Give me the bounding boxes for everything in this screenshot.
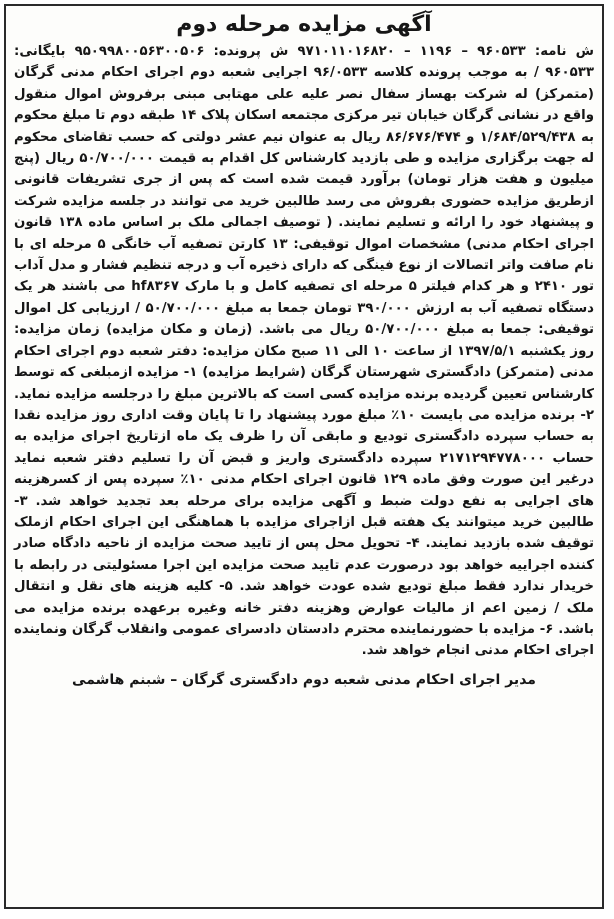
notice-body [6, 41, 602, 662]
notice-signature: مدیر اجرای احکام مدنی شعبه دوم دادگستری گرگان – شبنم هاشمی [72, 671, 536, 688]
notice-title: آگهی مزایده مرحله دوم [176, 12, 432, 37]
auction-notice [4, 4, 604, 909]
notice-paragraph: ش نامه: ۹۶۰۵۳۳ – ۱۱۹۶ – ۹۷۱۰۱۱۰۱۶۸۲۰ ش پرونده: ۹۵۰۹۹۸۰۰۵۶۳۰۰۵۰۶ بایگانی: ۹۶۰۵۳۳ / به موجب پرونده کلاسه ۹۶/۰۵۳۳ اجرایی شعبه دوم اجرای احکام مدنی گرگان (متمرکز) له شرکت بهساز سفال نصر علیه علی مهتابی مبنی برفروش اموال منقول واقع در نشانی گرگان خیابان تیر مرکزی مجتمعه اسکان پلاک ۱۴ طبقه دوم تا مبلغ محکوم به ۱/۶۸۴/۵۲۹/۴۳۸ و ۸۶/۶۷۶/۴۷۴ ریال به عنوان نیم عشر دولتی که حسب تقاضای محکوم له جهت برگزاری مزایده و طی بازدید کارشناس کل اقدام به قیمت ۵۰/۷۰۰/۰۰۰ ریال (پنج میلیون و هفت هزار تومان) برآورد قیمت شده است که پس از جری تشریفات قانونی ازطریق مزایده حضوری بفروش می رسد طالبین خرید می توانند در جلسه مزایده شرکت و پیشنهاد خود را ارائه و تسلیم نمایند. ( توصیف اجمالی ملک بر اساس ماده ۱۳۸ قانون اجرای احکام مدنی) مشخصات اموال توقیفی: ۱۳ کارتن تصفیه آب خانگی ۵ مرحله ای با نام صافت واتر اتصالات از نوع فینگی که دارای ذخیره آب و درجه تنظیم فشار و مدل آداب تور ۲۴۱۰ و هر کدام فیلتر ۵ مرحله ای تصفیه کامل و با مارک hf۸۳۶۷ می باشند هر یک دستگاه تصفیه آب به ارزش ۳۹۰/۰۰۰ تومان جمعا به مبلغ ۵۰/۷۰۰/۰۰۰ / ارزیابی کل اموال توقیفی: جمعا به مبلغ ۵۰/۷۰۰/۰۰۰ ریال می باشد. (زمان و مکان مزایده) زمان مزایده: روز یکشنبه ۱۳۹۷/۵/۱ از ساعت ۱۰ الی ۱۱ صبح مکان مزایده: دفتر شعبه دوم اجرای احکام مدنی (متمرکز) دادگستری شهرستان گرگان (شرایط مزایده) ۱- مزایده ازمبلغی که توسط کارشناس تعیین گردیده برنده مزایده کسی است که بالاترین مبلغ را درجلسه مزایده نماید. ۲- برنده مزایده می بایست ۱۰٪ مبلغ مورد پیشنهاد را تا پایان وقت اداری روز مزایده نقدا به حساب سپرده دادگستری تودیع و مابقی آن را ظرف یک ماه ازتاریخ اجرای مزایده به حساب ۲۱۷۱۲۹۴۷۷۸۰۰۰ سپرده دادگستری واریز و قبض آن را تسلیم دفتر شعبه نماید درغیر این صورت وفق ماده ۱۲۹ قانون اجرای احکام مدنی ۱۰٪ سپرده پس از کسرهزینه های اجرایی به نفع دولت ضبط و آگهی مزایده برای مرحله بعد تجدید خواهد شد. ۳- طالبین خرید میتوانند یک هفته قبل ازاجرای مزایده با هماهنگی این اجرای احکام ازملک توقیف شده بازدید نمایند. ۴- تحویل محل پس از تایید صحت مزایده از ناحیه دادگاه صادر کننده اجراییه خواهد بود درصورت عدم تایید صحت مزایده این اجرا مسئولیتی در رابطه با خریدار ندارد فقط مبلغ تودیع شده عودت خواهد شد. ۵- کلیه هزینه های نقل و انتقال ملک / زمین اعم از مالیات عوارض وهزینه دفتر خانه وغیره برعهده برنده مزایده می باشد. ۶- مزایده با حضورنماینده محترم دادستان دادسرای عمومی وانقلاب گرگان ونماینده اجرای احکام مدنی انجام خواهد شد. [14, 44, 595, 659]
